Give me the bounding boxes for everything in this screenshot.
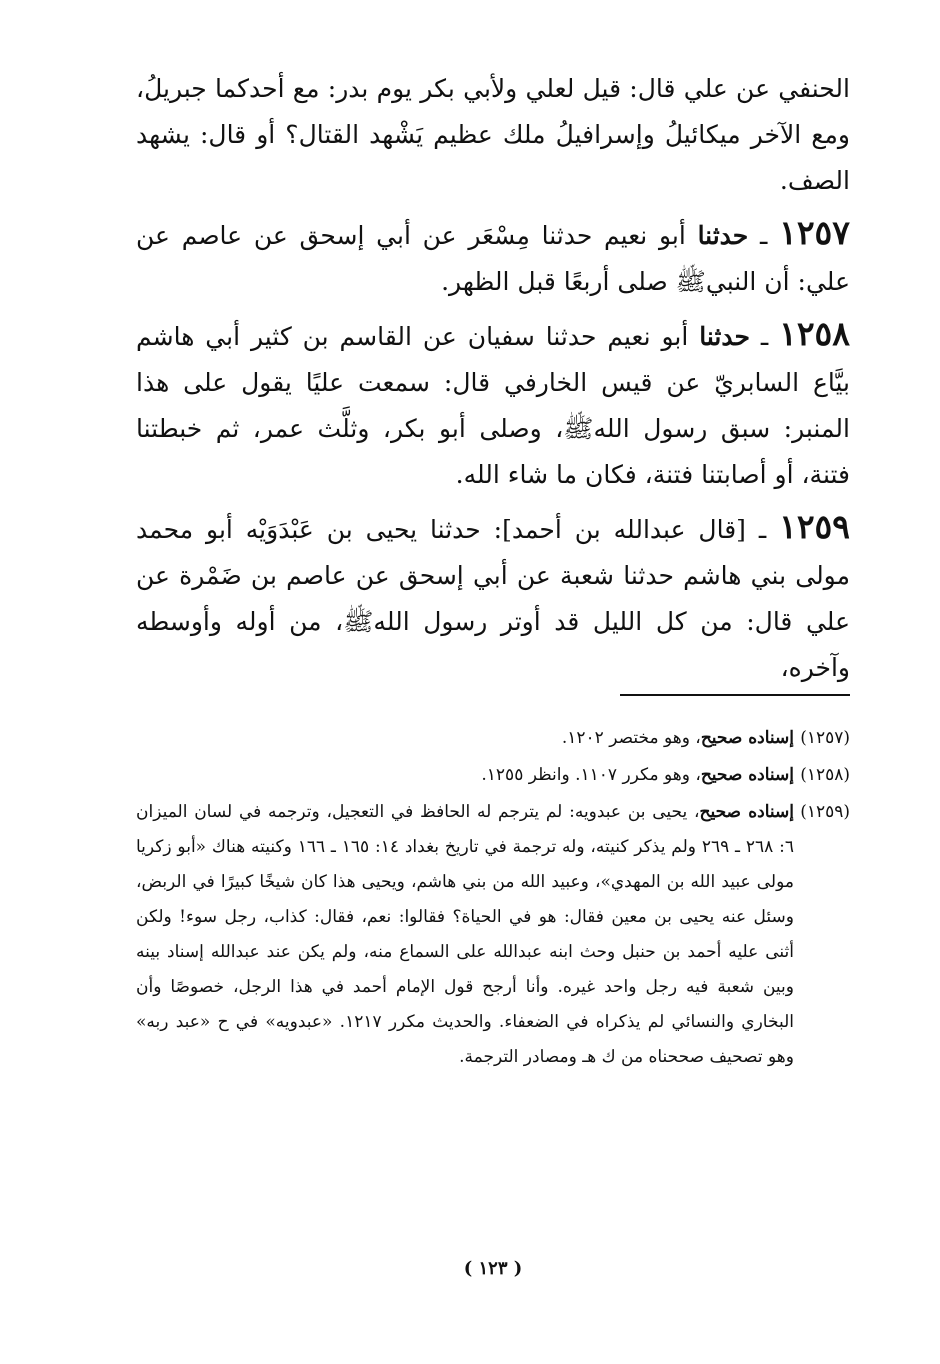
hadith-lead: حدثنا [697, 221, 749, 250]
footnote-text: ، وهو مكرر ١١٠٧. وانظر ١٢٥٥. [481, 765, 701, 785]
hadith-dash: ـ [760, 322, 769, 351]
footnote-divider [620, 694, 850, 696]
hadith-dash: ـ [758, 515, 767, 544]
footnote-body [136, 795, 794, 1075]
footnote-1258 [136, 758, 850, 793]
footnote-body [136, 721, 794, 756]
hadith-text: أبو نعيم حدثنا سفيان عن القاسم بن كثير أبي هاشم بيَّاع السابريّ عن قيس الخارفي قال: سمعت عليًا يقول على هذا المنبر: سبق رسول اللهﷺ، وصلى أبو بكر، وثلَّث عمر، ثم خبطتنا فتنة، أو أصابتنا فتنة، فكان ما شاء الله. [136, 322, 850, 489]
hadith-1257 [136, 210, 850, 305]
hadith-text: [قال عبدالله بن أحمد]: حدثنا يحيى بن عَبْدَوَيْه أبو محمد مولى بني هاشم حدثنا شعبة عن أبي إسحق عن عاصم بن ضَمْرة عن علي قال: من كل الليل قد أوتر رسول اللهﷺ، من أوله وأوسطه وآخره، [136, 515, 850, 682]
footnote-body [136, 758, 794, 793]
footnote-ref: (١٢٥٩) [800, 802, 850, 822]
footnote-text: ، وهو مختصر ١٢٠٢. [561, 728, 701, 748]
footnote-1259 [136, 795, 850, 1075]
footnote-ref: (١٢٥٨) [800, 765, 850, 785]
hadith-1258 [136, 311, 850, 498]
main-text [136, 66, 850, 691]
hadith-text: أبو نعيم حدثنا مِسْعَر عن أبي إسحق عن عاصم عن علي: أن النبيﷺ صلى أربعًا قبل الظهر. [136, 221, 850, 296]
hadith-number: ١٢٥٧ [779, 213, 850, 252]
footnote-grade: إسناده صحيح [700, 728, 794, 748]
footnotes [136, 721, 850, 1077]
continuation-paragraph [136, 66, 850, 204]
footnote-grade: إسناده صحيح [700, 765, 794, 785]
footnote-grade: إسناده صحيح [699, 802, 794, 822]
hadith-lead: حدثنا [699, 322, 750, 351]
continuation-text: الحنفي عن علي قال: قيل لعلي ولأبي بكر يوم بدر: مع أحدكما جبريلُ، ومع الآخر ميكائيلُ وإسرافيلُ ملك عظيم يَشْهد القتال؟ أو قال: يشهد الصف. [136, 74, 850, 195]
footnote-ref: (١٢٥٧) [800, 728, 850, 748]
page-number: ( ١٢٣ ) [463, 1258, 523, 1279]
hadith-number: ١٢٥٩ [779, 507, 851, 546]
footnote-text: ، يحيى بن عبدويه: لم يترجم له الحافظ في التعجيل، وترجمه في لسان الميزان ٦: ٢٦٨ ـ ٢٦٩ ولم يذكر كنيته، وله ترجمة في تاريخ بغداد ١٤: ١٦٥ ـ ١٦٦ وكنيته هناك «أبو زكريا مولى عبيد الله بن المهدي»، وعبيد الله من بني هاشم، ويحيى هذا كان شيخًا كبيرًا في الربض، وسئل عنه يحيى بن معين فقال: هو في الحياة؟ فقالوا: نعم، فقال: كذاب، رجل سوء! ولكن أثنى عليه أحمد بن حنبل وحث ابنه عبدالله على السماع منه، ولم يكن عند عبدالله إسناد بينه وبين شعبة فيه رجل واحد غيره. وأنا أرجح قول الإمام أحمد في هذا الرجل، خصوصًا وأن البخاري والنسائي لم يذكراه في الضعفاء. والحديث مكرر ١٢١٧. «عبدويه» في ح «عبد ربه» وهو تصحيف صححناه من ك هـ ومصادر الترجمة. [136, 802, 795, 1067]
hadith-number: ١٢٥٨ [779, 314, 850, 353]
footnote-1257 [136, 721, 850, 756]
hadith-1259 [136, 504, 850, 691]
page [136, 66, 851, 1279]
hadith-dash: ـ [760, 221, 768, 250]
